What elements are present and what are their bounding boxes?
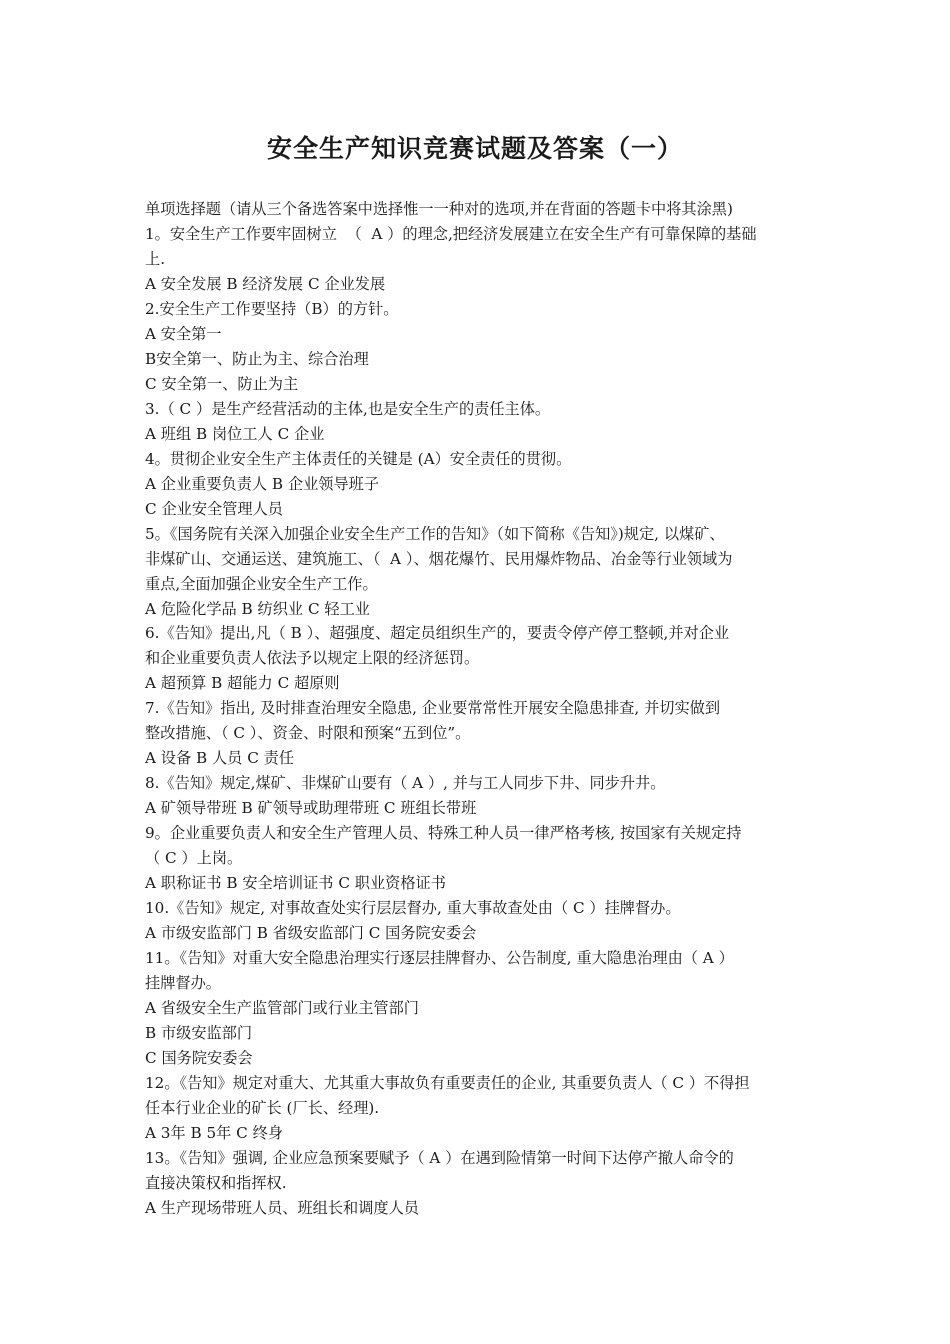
text-line: B 市级安监部门 (145, 1023, 253, 1042)
text-line: A 设备 B 人员 C 责任 (145, 749, 295, 768)
text-line: 上. (145, 249, 166, 268)
text-line: A 企业重要负责人 B 企业领导班子 (145, 474, 380, 493)
text-line: 1。安全生产工作要牢固树立 （ A ）的理念,把经济发展建立在安全生产有可靠保障的基础 (145, 224, 757, 243)
text-line: 11。《告知》对重大安全隐患治理实行逐层挂牌督办、公告制度, 重大隐患治理由（ A ） (145, 949, 734, 968)
text-line: A 危险化学品 B 纺织业 C 轻工业 (145, 599, 370, 618)
text-line: A 省级安全生产监管部门或行业主管部门 (145, 999, 419, 1017)
text-line: 2.安全生产工作要坚持（B）的方针。 (145, 299, 399, 318)
text-line: 8.《告知》规定,煤矿、非煤矿山要有（ A ）, 并与工人同步下井、同步升井。 (145, 774, 666, 793)
text-line: 直接决策权和指挥权. (145, 1173, 287, 1192)
text-line: 7.《告知》指出, 及时排查治理安全隐患, 企业要常常性开展安全隐患排查, 并切实做到 (145, 699, 721, 718)
text-line: A 3年 B 5年 C 终身 (145, 1123, 283, 1142)
text-line: A 职称证书 B 安全培训证书 C 职业资格证书 (145, 874, 446, 893)
text-line: 13。《告知》强调, 企业应急预案要赋予（ A ）在遇到险情第一时间下达停产撤人命令的 (145, 1148, 734, 1167)
text-line: 6.《告知》提出,凡（ B ）、超强度、超定员组织生产的，要责令停产停工整顿,并对企业 (145, 624, 730, 643)
text-line: 挂牌督办。 (145, 974, 221, 993)
text-line: 单项选择题（请从三个备选答案中选择惟一一种对的选项,并在背面的答题卡中将其涂黑) (145, 200, 733, 218)
text-line: 5。《国务院有关深入加强企业安全生产工作的告知》（如下简称《告知》)规定, 以煤矿、 (145, 524, 725, 543)
text-line: （ C ）上岗。 (145, 849, 243, 868)
text-line: A 超预算 B 超能力 C 超原则 (145, 674, 340, 693)
text-line: 重点,全面加强企业安全生产工作。 (145, 574, 378, 593)
text-line: A 市级安监部门 B 省级安监部门 C 国务院安委会 (145, 924, 477, 943)
text-line: 3.（ C ）是生产经营活动的主体,也是安全生产的责任主体。 (145, 399, 551, 418)
text-line: 任本行业企业的矿长 (厂长、经理). (145, 1098, 380, 1117)
text-line: 整改措施、（ C ）、资金、时限和预案“五到位”。 (145, 724, 471, 743)
text-line: 9。企业重要负责人和安全生产管理人员、特殊工种人员一律严格考核, 按国家有关规定持 (145, 824, 742, 843)
text-line: 非煤矿山、交通运送、建筑施工、（ A ）、烟花爆竹、民用爆炸物品、冶金等行业领域为 (145, 549, 733, 568)
text-line: C 国务院安委会 (145, 1048, 253, 1067)
document-body (145, 197, 815, 1221)
page-title: 安全生产知识竞赛试题及答案（一） (266, 134, 683, 163)
text-line: 12。《告知》规定对重大、尤其重大事故负有重要责任的企业, 其重要负责人（ C ）不得担 (145, 1073, 750, 1092)
text-line: A 矿领导带班 B 矿领导或助理带班 C 班组长带班 (145, 799, 477, 818)
text-line: A 班组 B 岗位工人 C 企业 (145, 424, 325, 443)
text-line: A 安全第一 (145, 324, 222, 343)
text-line: C 安全第一、防止为主 (145, 374, 299, 393)
text-line: A 生产现场带班人员、班组长和调度人员 (145, 1198, 419, 1217)
text-line: A 安全发展 B 经济发展 C 企业发展 (145, 274, 386, 293)
text-line: 4。贯彻企业安全生产主体责任的关键是 (A）安全责任的贯彻。 (145, 449, 572, 468)
text-line: 10.《告知》规定, 对事故查处实行层层督办, 重大事故查处由（ C ）挂牌督办。 (145, 899, 681, 918)
text-line: C 企业安全管理人员 (145, 499, 283, 518)
text-line: 和企业重要负责人依法予以规定上限的经济惩罚。 (145, 649, 480, 668)
text-line: B安全第一、防止为主、综合治理 (145, 349, 369, 368)
